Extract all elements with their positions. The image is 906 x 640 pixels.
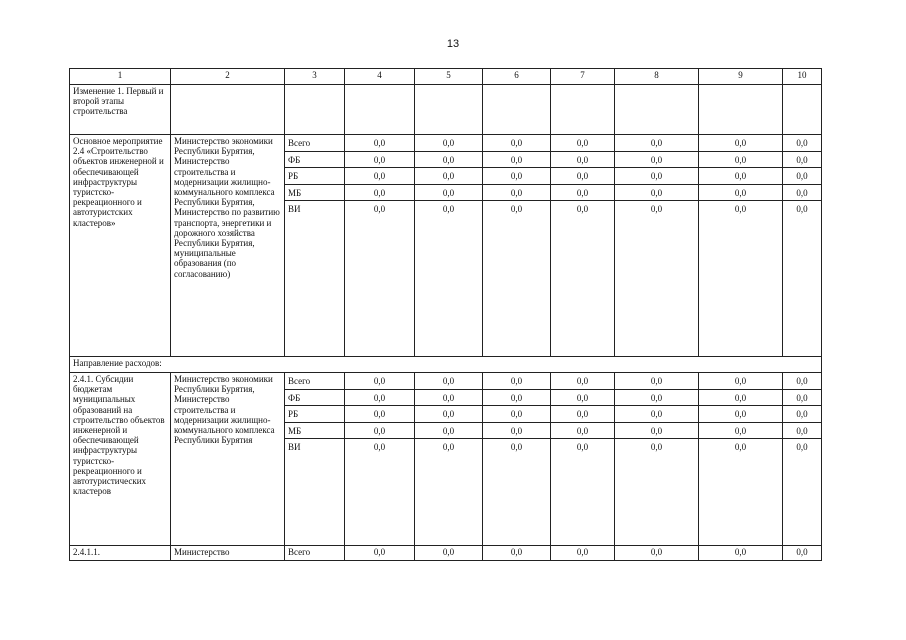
value-cell: 0,0 — [783, 373, 821, 390]
value-cell: 0,0 — [415, 423, 482, 440]
value-cell: 0,0 — [783, 406, 821, 423]
header-cell: 6 — [483, 69, 551, 85]
value-column — [483, 135, 551, 357]
value-cell: 0,0 — [551, 423, 614, 440]
value-cell: 0,0 — [650, 204, 663, 215]
value-cell: 0,0 — [615, 168, 698, 185]
source-label: ВИ — [288, 442, 301, 453]
value-cell: 0,0 — [415, 135, 482, 152]
subsidy-sources — [285, 373, 345, 546]
value-cell: 0,0 — [576, 204, 589, 215]
source-label: Всего — [285, 135, 344, 152]
value-cell: 0,0 — [699, 390, 782, 407]
last-row-name: 2.4.1.1. — [70, 546, 171, 561]
value-cell: 0,0 — [783, 168, 821, 185]
value-cell: 0,0 — [415, 406, 482, 423]
main-event-sources — [285, 135, 345, 357]
direction-row — [70, 357, 822, 373]
value-cell: 0,0 — [345, 423, 414, 440]
source-label: ФБ — [285, 390, 344, 407]
value-column — [551, 373, 615, 546]
header-cell: 2 — [171, 69, 285, 85]
value-cell: 0,0 — [415, 373, 482, 390]
last-row — [70, 546, 822, 561]
header-cell: 8 — [615, 69, 699, 85]
value-cell: 0,0 — [783, 185, 821, 202]
header-cell: 7 — [551, 69, 615, 85]
value-cell: 0,0 — [699, 168, 782, 185]
value-cell: 0,0 — [345, 135, 414, 152]
value-cell: 0,0 — [699, 423, 782, 440]
value-cell: 0,0 — [551, 373, 614, 390]
value-column — [415, 135, 483, 357]
change-label: Изменение 1. Первый и второй этапы строительства — [70, 85, 171, 135]
value-column — [551, 135, 615, 357]
header-cell: 4 — [345, 69, 415, 85]
value-cell: 0,0 — [345, 168, 414, 185]
value-cell: 0,0 — [373, 204, 386, 215]
value-column — [783, 135, 822, 357]
value-cell: 0,0 — [483, 423, 550, 440]
value-cell: 0,0 — [699, 185, 782, 202]
value-cell: 0,0 — [373, 442, 386, 453]
source-label: РБ — [285, 406, 344, 423]
source-label: МБ — [285, 423, 344, 440]
value-cell: 0,0 — [615, 373, 698, 390]
source-label: МБ — [285, 185, 344, 202]
main-event-executor: Министерство экономики Республики Бурятия, Министерство строительства и модернизации жилищно-коммунального комплекса Республики Бурятия, Министерство по развитию транспорта, энергетики и дорожного хозяйства Республики Бурятия, муниципальные образования (по согласованию) — [171, 135, 285, 357]
value-cell: 0,0 — [415, 152, 482, 169]
value-column — [699, 373, 783, 546]
value-cell: 0,0 — [551, 546, 615, 561]
value-cell: 0,0 — [442, 204, 455, 215]
value-cell: 0,0 — [345, 406, 414, 423]
value-cell: 0,0 — [615, 152, 698, 169]
value-column — [615, 135, 699, 357]
value-cell: 0,0 — [345, 152, 414, 169]
subsidy-name: 2.4.1. Субсидии бюджетам муниципальных образований на строительство объектов инженерной и обеспечивающей инфраструктуры туристско-рекреационного и автотуристических кластеров — [70, 373, 171, 546]
value-cell: 0,0 — [483, 373, 550, 390]
value-cell: 0,0 — [415, 168, 482, 185]
value-cell: 0,0 — [551, 406, 614, 423]
value-cell: 0,0 — [483, 152, 550, 169]
value-cell: 0,0 — [796, 204, 808, 215]
value-cell: 0,0 — [551, 168, 614, 185]
header-cell: 1 — [70, 69, 171, 85]
value-column — [415, 373, 483, 546]
value-cell: 0,0 — [576, 442, 589, 453]
value-column — [345, 373, 415, 546]
value-cell: 0,0 — [415, 546, 483, 561]
value-cell: 0,0 — [415, 185, 482, 202]
value-cell: 0,0 — [510, 204, 523, 215]
value-cell: 0,0 — [615, 546, 699, 561]
subsidy-row — [70, 373, 822, 546]
value-cell: 0,0 — [783, 135, 821, 152]
value-cell: 0,0 — [615, 406, 698, 423]
main-event-row — [70, 135, 822, 357]
value-cell: 0,0 — [483, 406, 550, 423]
value-cell: 0,0 — [783, 423, 821, 440]
value-cell: 0,0 — [796, 442, 808, 453]
header-cell: 10 — [783, 69, 822, 85]
value-cell: 0,0 — [615, 185, 698, 202]
value-cell: 0,0 — [415, 390, 482, 407]
source-label: ФБ — [285, 152, 344, 169]
value-cell: 0,0 — [345, 373, 414, 390]
source-label: Всего — [285, 373, 344, 390]
header-row — [70, 69, 822, 85]
value-cell: 0,0 — [783, 546, 822, 561]
value-column — [615, 373, 699, 546]
value-column — [699, 135, 783, 357]
direction-label: Направление расходов: — [70, 357, 822, 373]
value-cell: 0,0 — [699, 546, 783, 561]
value-cell: 0,0 — [783, 390, 821, 407]
value-column — [483, 373, 551, 546]
header-cell: 5 — [415, 69, 483, 85]
page-number: 13 — [446, 38, 460, 50]
value-cell: 0,0 — [699, 135, 782, 152]
last-row-executor: Министерство — [171, 546, 285, 561]
header-cell: 3 — [285, 69, 345, 85]
value-cell: 0,0 — [650, 442, 663, 453]
value-cell: 0,0 — [615, 135, 698, 152]
change-row — [70, 85, 822, 135]
subsidy-executor: Министерство экономики Республики Бурятия, Министерство строительства и модернизации жилищно-коммунального комплекса Республики Бурятия — [171, 373, 285, 546]
main-event-name: Основное мероприятие 2.4 «Строительство объектов инженерной и обеспечивающей инфраструктуры туристско-рекреационного и автотуристских кластеров» — [70, 135, 171, 357]
value-cell: 0,0 — [483, 185, 550, 202]
value-cell: 0,0 — [699, 406, 782, 423]
value-cell: 0,0 — [551, 152, 614, 169]
value-cell: 0,0 — [551, 185, 614, 202]
value-cell: 0,0 — [345, 390, 414, 407]
value-cell: 0,0 — [442, 442, 455, 453]
value-cell: 0,0 — [483, 135, 550, 152]
budget-table — [69, 68, 822, 561]
value-cell: 0,0 — [615, 423, 698, 440]
value-cell: 0,0 — [345, 546, 415, 561]
last-row-source: Всего — [285, 546, 345, 561]
value-cell: 0,0 — [483, 168, 550, 185]
value-cell: 0,0 — [699, 373, 782, 390]
value-column — [783, 373, 822, 546]
value-column — [345, 135, 415, 357]
value-cell: 0,0 — [483, 546, 551, 561]
source-label: РБ — [285, 168, 344, 185]
value-cell: 0,0 — [734, 442, 747, 453]
value-cell: 0,0 — [551, 135, 614, 152]
value-cell: 0,0 — [551, 390, 614, 407]
value-cell: 0,0 — [510, 442, 523, 453]
value-cell: 0,0 — [734, 204, 747, 215]
value-cell: 0,0 — [345, 185, 414, 202]
value-cell: 0,0 — [483, 390, 550, 407]
header-cell: 9 — [699, 69, 783, 85]
source-label: ВИ — [288, 204, 301, 215]
value-cell: 0,0 — [615, 390, 698, 407]
value-cell: 0,0 — [783, 152, 821, 169]
value-cell: 0,0 — [699, 152, 782, 169]
